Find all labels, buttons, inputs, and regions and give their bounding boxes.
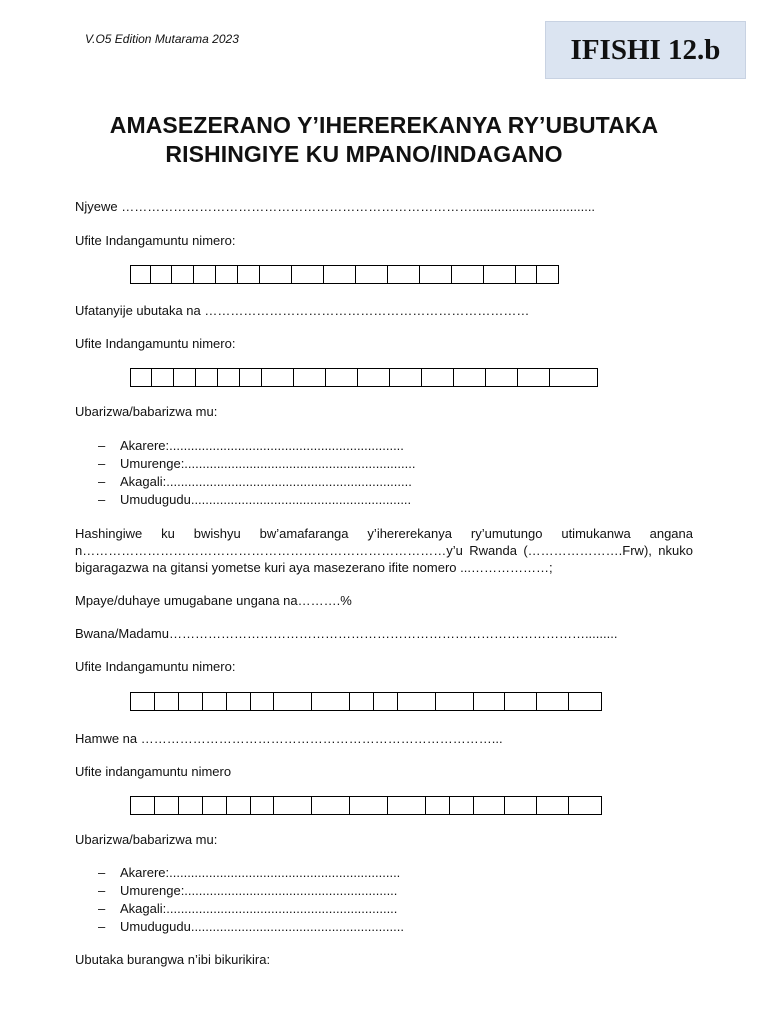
- id-digit-box[interactable]: [179, 797, 203, 814]
- id-digit-box[interactable]: [388, 797, 426, 814]
- id-digit-box[interactable]: [436, 693, 474, 710]
- residence-label-1: Ubarizwa/babarizwa mu:: [75, 404, 218, 419]
- hamwe-na-field[interactable]: Hamwe na ………………………………………………………………………...: [75, 731, 503, 746]
- residence-akarere-2[interactable]: – Akarere:................................................................: [98, 865, 401, 880]
- njyewe-field[interactable]: Njyewe ………………………………………………………………………..................................: [75, 199, 596, 214]
- document-title-line-1: AMASEZERANO Y’IHEREREKANYA RY’UBUTAKA: [109, 112, 659, 138]
- id-digit-box[interactable]: [324, 266, 356, 283]
- id-digit-box[interactable]: [216, 266, 238, 283]
- id-digit-box[interactable]: [218, 369, 240, 386]
- id-digit-box[interactable]: [274, 693, 312, 710]
- id-digit-box[interactable]: [174, 369, 196, 386]
- id-digit-box[interactable]: [203, 693, 227, 710]
- id-digit-box[interactable]: [350, 797, 388, 814]
- id-digit-box[interactable]: [486, 369, 518, 386]
- id-digit-box[interactable]: [274, 797, 312, 814]
- id-digit-box[interactable]: [474, 693, 506, 710]
- id-digit-box[interactable]: [537, 266, 557, 283]
- id-digit-box[interactable]: [152, 369, 174, 386]
- id-digit-box[interactable]: [312, 797, 350, 814]
- id-number-boxes-2[interactable]: [130, 368, 598, 387]
- id-number-label-1: Ufite Indangamuntu nimero:: [75, 233, 236, 248]
- id-digit-box[interactable]: [312, 693, 350, 710]
- id-digit-box[interactable]: [537, 797, 569, 814]
- id-digit-box[interactable]: [484, 266, 516, 283]
- residence-umudugudu-2[interactable]: – Umudugudu...........................................................: [98, 919, 404, 934]
- id-number-label-2: Ufite Indangamuntu nimero:: [75, 336, 236, 351]
- id-digit-box[interactable]: [227, 797, 251, 814]
- id-digit-box[interactable]: [196, 369, 218, 386]
- id-number-boxes-3[interactable]: [130, 692, 602, 711]
- id-digit-box[interactable]: [227, 693, 251, 710]
- id-digit-box[interactable]: [388, 266, 420, 283]
- id-digit-box[interactable]: [518, 369, 550, 386]
- bwana-madamu-field[interactable]: Bwana/Madamu…………………………………………………………………………………….........: [75, 626, 618, 641]
- payment-paragraph: [75, 525, 693, 576]
- payment-line-2[interactable]: n…………………………………………………………………………y’u Rwanda (………………….Frw), nkuko: [75, 543, 693, 558]
- edition-label: V.O5 Edition Mutarama 2023: [85, 32, 239, 46]
- id-digit-box[interactable]: [131, 797, 155, 814]
- residence-list-2: [98, 864, 404, 936]
- residence-umurenge-2[interactable]: – Umurenge:...........................................................: [98, 883, 398, 898]
- id-digit-box[interactable]: [350, 693, 374, 710]
- form-code-badge: [545, 21, 746, 79]
- id-digit-box[interactable]: [251, 797, 275, 814]
- id-digit-box[interactable]: [240, 369, 262, 386]
- id-digit-box[interactable]: [326, 369, 358, 386]
- id-number-label-4: Ufite indangamuntu nimero: [75, 764, 232, 779]
- id-digit-box[interactable]: [172, 266, 194, 283]
- id-digit-box[interactable]: [505, 797, 537, 814]
- payment-line-3[interactable]: bigaragazwa na gitansi yometse kuri aya masezerano ifite nomero ...………………;: [75, 560, 553, 575]
- id-digit-box[interactable]: [294, 369, 326, 386]
- id-digit-box[interactable]: [450, 797, 474, 814]
- form-code-text: IFISHI 12.b: [570, 33, 721, 66]
- id-digit-box[interactable]: [203, 797, 227, 814]
- residence-akagali-2[interactable]: – Akagali:................................................................: [98, 901, 398, 916]
- id-digit-box[interactable]: [194, 266, 216, 283]
- id-number-boxes-1[interactable]: [130, 265, 559, 284]
- land-description-label: Ubutaka burangwa n’ibi bikurikira:: [75, 952, 271, 967]
- residence-akagali-1[interactable]: – Akagali:....................................................................: [98, 474, 412, 489]
- id-digit-box[interactable]: [179, 693, 203, 710]
- id-digit-box[interactable]: [358, 369, 390, 386]
- id-digit-box[interactable]: [356, 266, 388, 283]
- id-digit-box[interactable]: [131, 693, 155, 710]
- id-digit-box[interactable]: [422, 369, 454, 386]
- residence-akarere-1[interactable]: – Akarere:.................................................................: [98, 438, 404, 453]
- id-digit-box[interactable]: [537, 693, 569, 710]
- id-number-label-3: Ufite Indangamuntu nimero:: [75, 659, 236, 674]
- id-digit-box[interactable]: [420, 266, 452, 283]
- id-digit-box[interactable]: [260, 266, 292, 283]
- residence-label-2: Ubarizwa/babarizwa mu:: [75, 832, 218, 847]
- id-digit-box[interactable]: [155, 693, 179, 710]
- payment-line-1: Hashingiwe ku bwishyu bw’amafaranga y’ihererekanya ry’umutungo utimukanwa angana: [75, 526, 693, 541]
- id-digit-box[interactable]: [251, 693, 275, 710]
- id-number-boxes-4[interactable]: [130, 796, 602, 815]
- residence-umurenge-1[interactable]: – Umurenge:................................................................: [98, 456, 416, 471]
- id-digit-box[interactable]: [131, 369, 152, 386]
- id-digit-box[interactable]: [374, 693, 398, 710]
- id-digit-box[interactable]: [426, 797, 450, 814]
- id-digit-box[interactable]: [516, 266, 537, 283]
- id-digit-box[interactable]: [262, 369, 294, 386]
- id-digit-box[interactable]: [292, 266, 324, 283]
- id-digit-box[interactable]: [550, 369, 582, 386]
- id-digit-box[interactable]: [131, 266, 151, 283]
- residence-umudugudu-1[interactable]: – Umudugudu.............................................................: [98, 492, 412, 507]
- id-digit-box[interactable]: [474, 797, 506, 814]
- share-field[interactable]: Mpaye/duhaye umugabane ungana na……….%: [75, 593, 352, 608]
- ufatanyije-field[interactable]: Ufatanyije ubutaka na …………………………………………………………………: [75, 303, 530, 318]
- id-digit-box[interactable]: [454, 369, 486, 386]
- id-digit-box[interactable]: [155, 797, 179, 814]
- id-digit-box[interactable]: [452, 266, 484, 283]
- id-digit-box[interactable]: [569, 693, 601, 710]
- document-title-line-2: RISHINGIYE KU MPANO/INDAGANO: [165, 141, 563, 167]
- id-digit-box[interactable]: [151, 266, 172, 283]
- id-digit-box[interactable]: [569, 797, 601, 814]
- id-digit-box[interactable]: [390, 369, 422, 386]
- id-digit-box[interactable]: [238, 266, 260, 283]
- id-digit-box[interactable]: [398, 693, 436, 710]
- residence-list-1: [98, 437, 415, 509]
- id-digit-box[interactable]: [505, 693, 537, 710]
